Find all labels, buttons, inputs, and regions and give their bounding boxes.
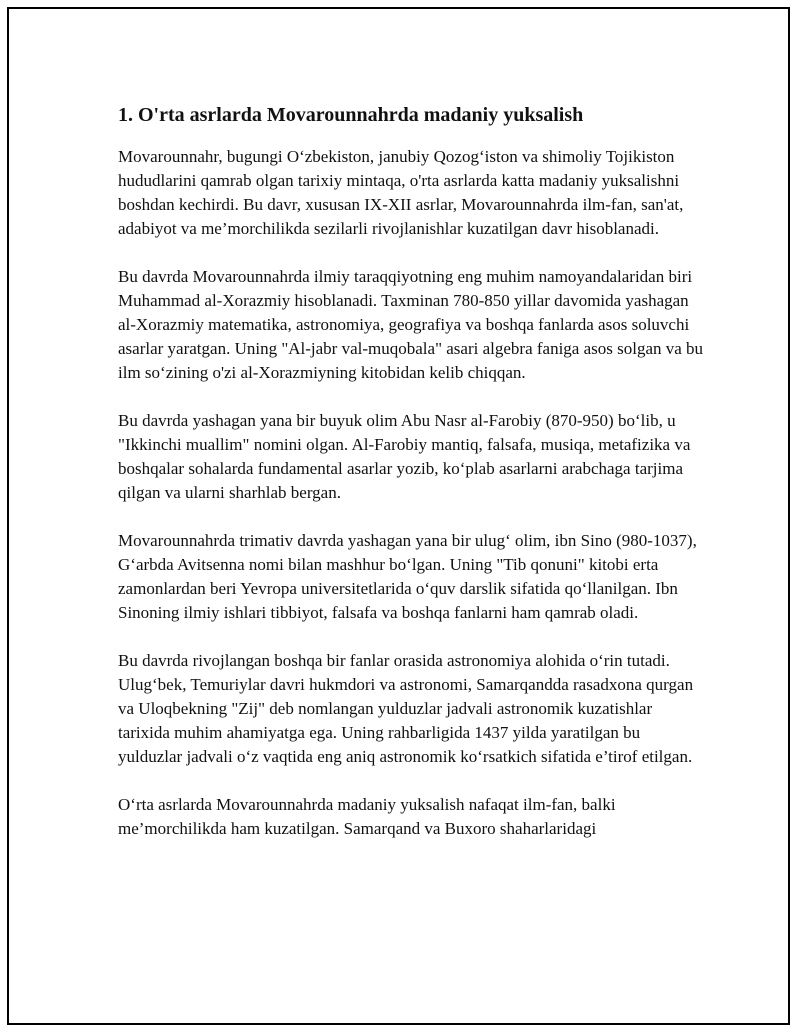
paragraph-1: Movarounnahr, bugungi O‘zbekiston, janubiy Qozog‘iston va shimoliy Tojikiston hududlarini qamrab olgan tarixiy mintaqa, o'rta asrlarda katta madaniy yuksalishni boshdan kechirdi. Bu davr, xususan IX-XII asrlar, Movarounnahrda ilm-fan, san'at, adabiyot va me’morchilikda sezilarli rivojlanishlar kuzatilgan davr hisoblanadi.	[118, 147, 684, 238]
paragraph-5: Bu davrda rivojlangan boshqa bir fanlar orasida astronomiya alohida o‘rin tutadi. Ulug‘bek, Temuriylar davri hukmdori va astronomi, Samarqandda rasadxona qurgan va Uloqbekning "Zij" deb nomlangan yulduzlar jadvali astronomik kuzatishlar tarixida muhim ahamiyatga ega. Uning rahbarligida 1437 yilda yaratilgan bu yulduzlar jadvali o‘z vaqtida eng aniq astronomik ko‘rsatkich sifatida e’tirof etilgan.	[118, 651, 694, 766]
document-page	[7, 7, 790, 1025]
document-body	[118, 101, 708, 865]
paragraph-6: O‘rta asrlarda Movarounnahrda madaniy yuksalish nafaqat ilm-fan, balki me’morchilikda ham kuzatilgan. Samarqand va Buxoro shaharlaridagi	[118, 795, 616, 838]
paragraph-3: Bu davrda yashagan yana bir buyuk olim Abu Nasr al-Farobiy (870-950) bo‘lib, u "Ikkinchi muallim" nomini olgan. Al-Farobiy mantiq, falsafa, musiqa, metafizika va boshqalar sohalarda fundamental asarlar yozib, ko‘plab asarlarni arabchaga tarjima qilgan va ularni sharhlab bergan.	[118, 411, 691, 502]
paragraph-2: Bu davrda Movarounnahrda ilmiy taraqqiyotning eng muhim namoyandalaridan biri Muhammad al-Xorazmiy hisoblanadi. Taxminan 780-850 yillar davomida yashagan al-Xorazmiy matematika, astronomiya, geografiya va boshqa fanlarda asos soluvchi asarlar yaratgan. Uning "Al-jabr val-muqobala" asari algebra faniga asos solgan va bu ilm so‘zining o'zi al-Xorazmiyning kitobidan kelib chiqqan.	[118, 267, 704, 382]
document-title: 1. O'rta asrlarda Movarounnahrda madaniy yuksalish	[118, 104, 584, 126]
paragraph-4: Movarounnahrda trimativ davrda yashagan yana bir ulug‘ olim, ibn Sino (980-1037), G‘arbda Avitsenna nomi bilan mashhur bo‘lgan. Uning "Tib qonuni" kitobi erta zamonlardan beri Yevropa universitetlarida o‘quv darslik sifatida qo‘llanilgan. Ibn Sinoning ilmiy ishlari tibbiyot, falsafa va boshqa fanlarni ham qamrab oladi.	[118, 531, 697, 622]
